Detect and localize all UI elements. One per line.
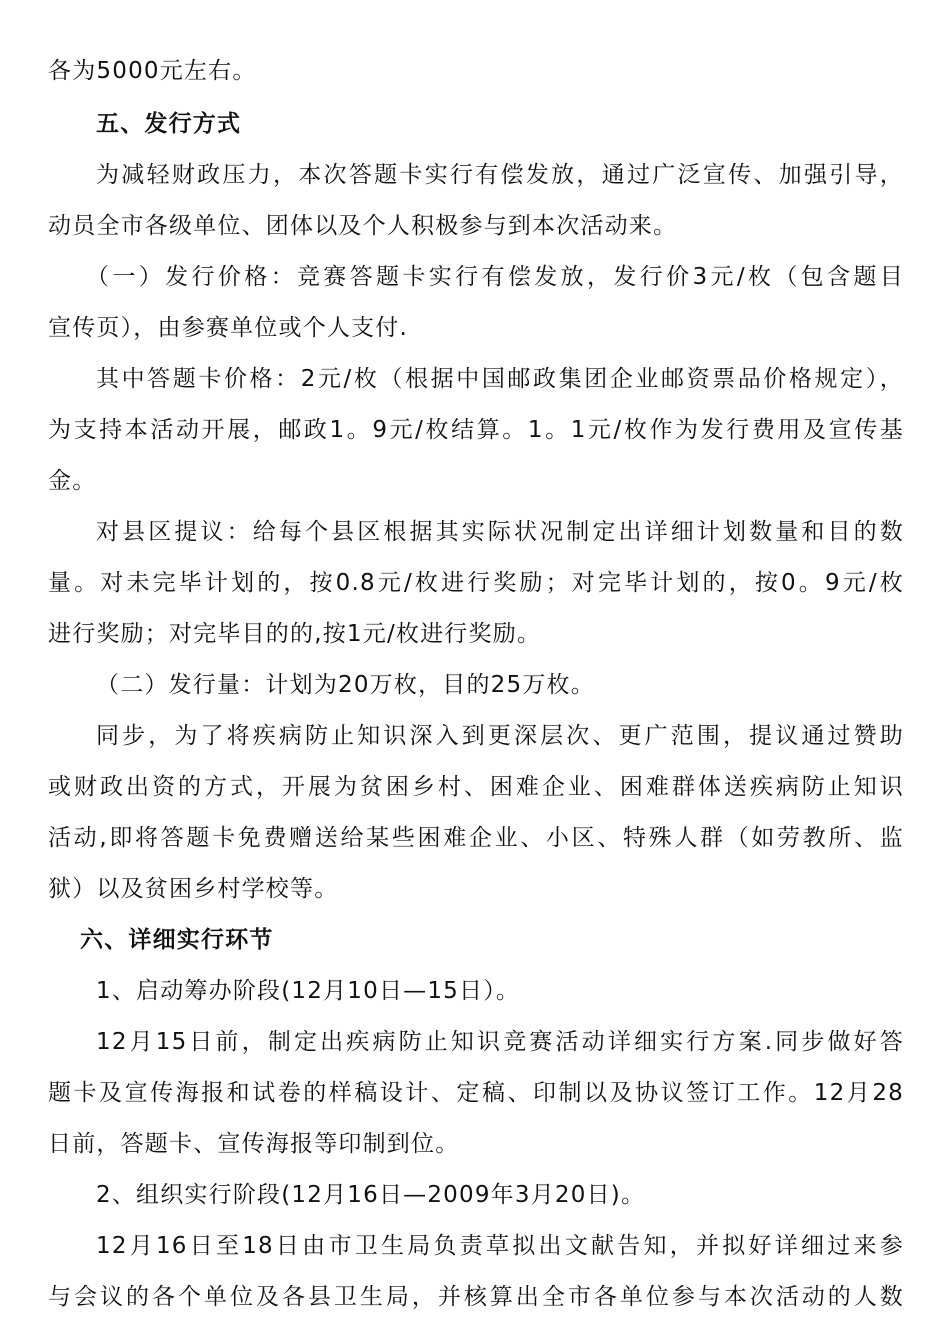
paragraph-line: （一）发行价格：竞赛答题卡实行有偿发放，发行价3元/枚（包含题目: [86, 264, 904, 290]
section-heading-distribution: 五、发行方式: [96, 111, 242, 137]
text-line: 各为5000元左右。: [48, 58, 257, 84]
paragraph-line: 1、启动筹办阶段(12月10日—15日）。: [96, 978, 521, 1004]
paragraph-line: 12月16日至18日由市卫生局负责草拟出文献告知，并拟好详细过来参: [96, 1233, 904, 1259]
paragraph-line: 为减轻财政压力，本次答题卡实行有偿发放，通过广泛宣传、加强引导，: [96, 162, 904, 188]
paragraph-line: 进行奖励；对完毕目的的,按1元/枚进行奖励。: [48, 621, 542, 647]
paragraph-line: 2、组织实行阶段(12月16日—2009年3月20日)。: [96, 1182, 646, 1208]
paragraph-line: （二）发行量：计划为20万枚，目的25万枚。: [96, 672, 595, 698]
paragraph-line: 金。: [48, 468, 97, 494]
section-heading-steps: 六、详细实行环节: [80, 927, 274, 953]
paragraph-line: 其中答题卡价格：2元/枚（根据中国邮政集团企业邮资票品价格规定），: [96, 366, 904, 392]
paragraph-line: 日前，答题卡、宣传海报等印制到位。: [48, 1131, 460, 1157]
paragraph-line: 动员全市各级单位、团体以及个人积极参与到本次活动来。: [48, 213, 678, 239]
paragraph-line: 题卡及宣传海报和试卷的样稿设计、定稿、印制以及协议签订工作。12月28: [48, 1080, 904, 1106]
paragraph-line: 或财政出资的方式，开展为贫困乡村、困难企业、困难群体送疾病防止知识: [48, 774, 904, 800]
paragraph-line: 宣传页），由参赛单位或个人支付.: [48, 315, 409, 341]
paragraph-line: 12月15日前，制定出疾病防止知识竞赛活动详细实行方案.同步做好答: [96, 1029, 904, 1055]
paragraph-line: 同步，为了将疾病防止知识深入到更深层次、更广范围，提议通过赞助: [96, 723, 904, 749]
paragraph-line: 对县区提议：给每个县区根据其实际状况制定出详细计划数量和目的数: [96, 519, 904, 545]
paragraph-line: 活动,即将答题卡免费赠送给某些困难企业、小区、特殊人群（如劳教所、监: [48, 825, 904, 851]
paragraph-line: 狱）以及贫困乡村学校等。: [48, 876, 339, 902]
paragraph-line: 为支持本活动开展，邮政1。9元/枚结算。1。1元/枚作为发行费用及宣传基: [48, 417, 904, 443]
paragraph-line: 与会议的各个单位及各县卫生局，并核算出全市各单位参与本次活动的人数: [48, 1284, 904, 1310]
paragraph-line: 量。对未完毕计划的，按0.8元/枚进行奖励；对完毕计划的，按0。9元/枚: [48, 570, 904, 596]
